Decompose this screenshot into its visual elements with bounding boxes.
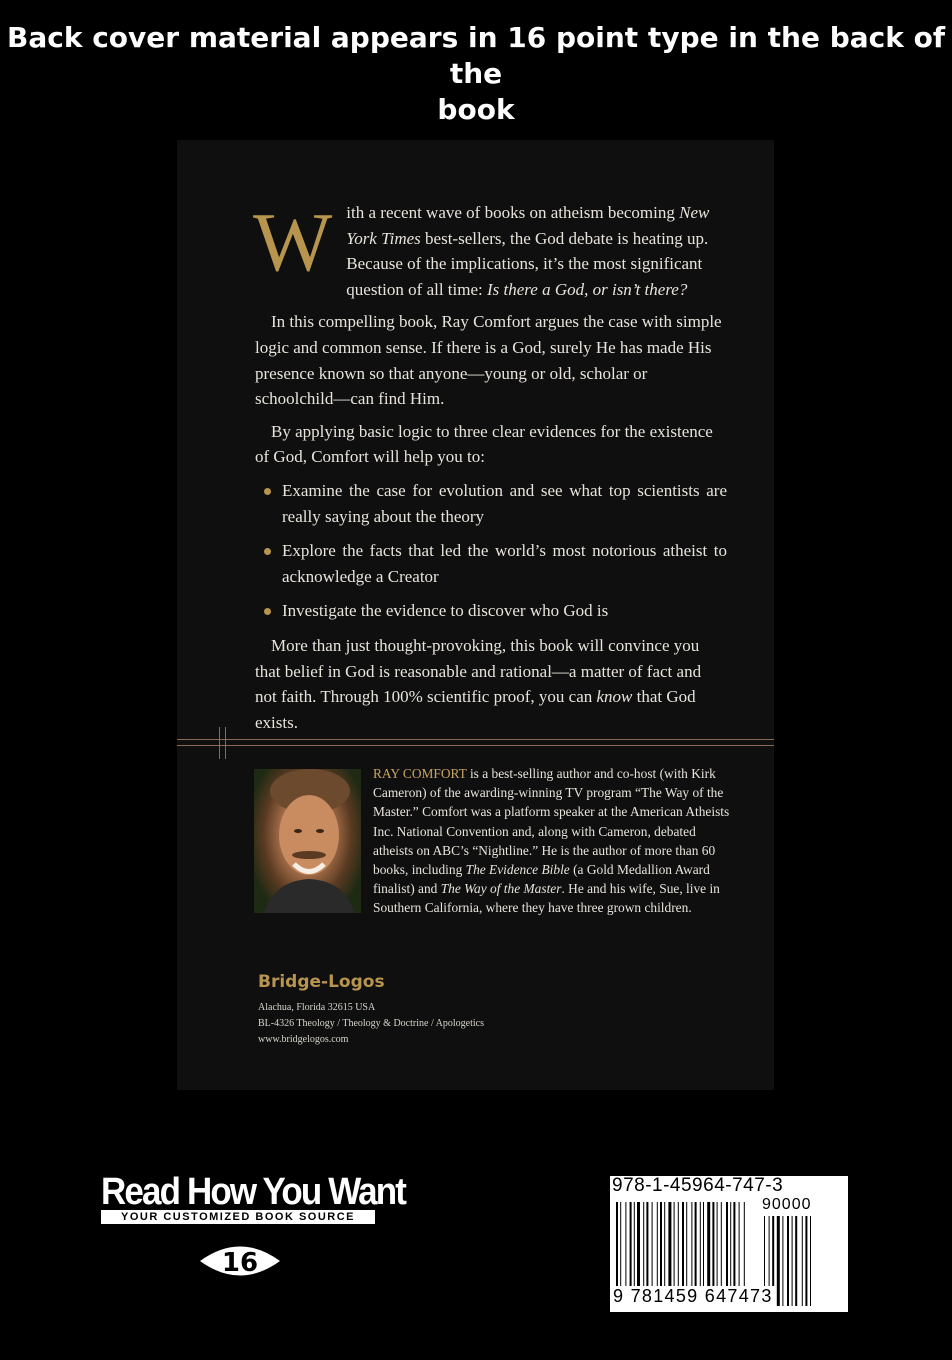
bullet-icon: [264, 488, 271, 495]
bio-book-title-1: The Evidence Bible: [465, 862, 570, 878]
divider-rule-vertical-right: [225, 727, 226, 759]
divider-rule-top: [177, 739, 774, 740]
blurb-p4-emphasis: know: [596, 687, 633, 707]
drop-cap: W: [253, 196, 333, 289]
divider-rule-vertical-left: [219, 727, 220, 759]
banner-line-2: book: [437, 93, 515, 126]
bio-book-title-2: The Way of the Master: [440, 881, 562, 897]
publisher-address: Alachua, Florida 32615 USA: [258, 1002, 376, 1013]
point-size-eye-icon: [198, 1238, 282, 1284]
isbn-number: 978-1-45964-747-3: [612, 1175, 784, 1196]
list-item: [255, 478, 727, 529]
bio-text-2: (a Gold Medallion Award finalist) and: [373, 862, 710, 897]
publisher-website: www.bridgelogos.com: [258, 1034, 349, 1045]
blurb-p1-emphasis: New York Times: [346, 203, 710, 248]
blurb-paragraph-3: By applying basic logic to three clear evidences for the existence of God, Comfort will help you to:: [255, 421, 713, 467]
list-item: [255, 538, 727, 589]
blurb-paragraph-2: In this compelling book, Ray Comfort argues the case with simple logic and common sense. If there is a God, surely He has made His presence known so that anyone—young or old, scholar or schoolchild—can find Him.: [255, 312, 722, 409]
list-item-text: Examine the case for evolution and see what top scientists are really saying about the theory: [282, 480, 727, 526]
blurb-p1-text-a: ith a recent wave of books on atheism becoming: [346, 203, 680, 222]
blurb-paragraph-1: [253, 196, 727, 302]
divider-rule-bottom: [177, 745, 774, 746]
bio-text-3: . He and his wife, Sue, live in Southern California, where they have three grown children.: [373, 881, 720, 916]
list-item-text: Explore the facts that led the world’s most notorious atheist to acknowledge a Creator: [282, 541, 727, 586]
author-bio: [255, 764, 735, 918]
publisher-info: [258, 1000, 484, 1048]
list-item-text: Investigate the evidence to discover who God is: [282, 601, 609, 621]
list-item: [255, 598, 727, 624]
rhyw-title: Read How You Want: [101, 1171, 406, 1213]
publisher-category: BL-4326 Theology / Theology & Doctrine / Apologetics: [258, 1018, 484, 1029]
banner-line-1: Back cover material appears in 16 point type in the back of the: [6, 21, 946, 90]
readhowyouwant-logo: [101, 1171, 406, 1224]
blurb: [253, 196, 727, 742]
blurb-p4-text-b: that God exists.: [255, 687, 696, 732]
ean-number: 9 781459 647473: [613, 1286, 776, 1307]
point-size-label: 16: [221, 1248, 259, 1278]
bullet-icon: [264, 608, 271, 615]
evidence-list: [255, 478, 727, 624]
publisher-logo: Bridge-Logos: [258, 972, 385, 992]
author-name: RAY COMFORT: [373, 766, 467, 781]
rhyw-subtitle: YOUR CUSTOMIZED BOOK SOURCE: [101, 1210, 375, 1224]
blurb-p4-text-a: More than just thought-provoking, this book will convince you that belief in God is reasonable and rational—a matter of fact and not faith. Through 100% scientific proof, you can: [255, 635, 702, 707]
blurb-paragraph-4: [255, 633, 727, 735]
blurb-question: Is there a God, or isn’t there?: [487, 279, 688, 299]
banner: [0, 20, 952, 128]
bio-text-1: is a best-selling author and co-host (with Kirk Cameron) of the awarding-winning TV program “The Way of the Master.” Comfort was a platform speaker at the American Atheists Inc. National Convention and, along with Cameron, debated atheists on ABC’s “Nightline.” He is the author of more than 60 books, including: [373, 766, 730, 878]
bullet-icon: [264, 548, 271, 555]
photo-spacer: [255, 764, 373, 914]
price-code: 90000: [762, 1196, 812, 1213]
blurb-p1-text-b: best-sellers, the God debate is heating up. Because of the implications, it’s the most significant question of all time:: [346, 228, 709, 299]
